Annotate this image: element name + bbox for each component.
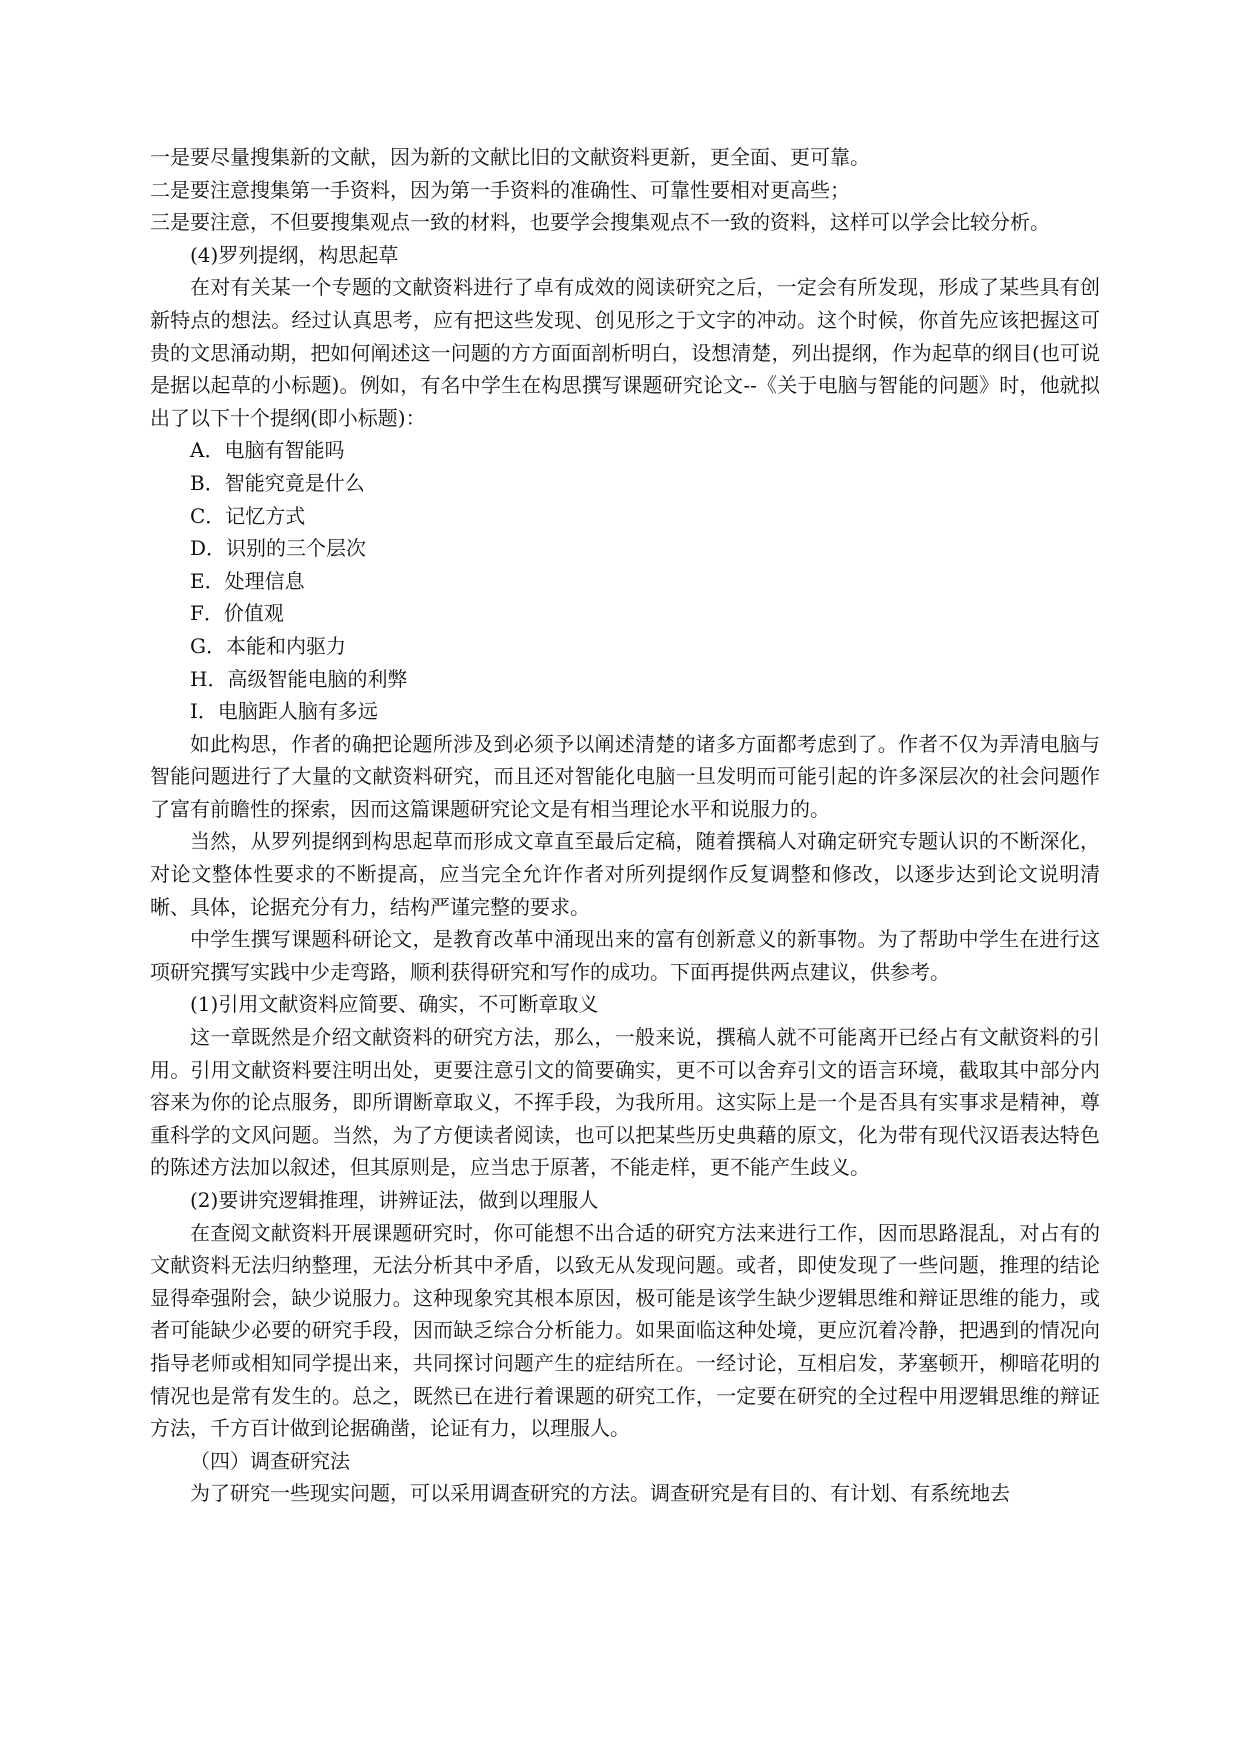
section-heading: (2)要讲究逻辑推理，讲辨证法，做到以理服人: [190, 1188, 599, 1212]
outline-item: G．本能和内驱力: [190, 633, 346, 658]
paragraph: 三是要注意，不但要搜集观点一致的材料，也要学会搜集观点不一致的资料，这样可以学会比较分析。: [150, 210, 1050, 235]
outline-item: C．记忆方式: [190, 503, 306, 528]
outline-item: B．智能究竟是什么: [190, 470, 365, 495]
outline-item: F．价值观: [190, 601, 284, 626]
paragraph: 在对有关某一个专题的文献资料进行了卓有成效的阅读研究之后，一定会有所发现，形成了某些具有创新特点的想法。经过认真思考，应有把这些发现、创见形之于文字的冲动。这个时候，你首先应该把握这可贵的文思涌动期，把如何阐述这一问题的方方面面剖析明白，设想清楚，列出提纲，作为起草的纲目(也可说是据以起草的小标题)。例如，有名中学生在构思撰写课题研究论文--《关于电脑与智能的问题》时，他就拟出了以下十个提纲(即小标题)：: [150, 275, 1100, 430]
section-heading: (4)罗列提纲，构思起草: [190, 242, 399, 267]
outline-item: H．高级智能电脑的利弊: [190, 666, 408, 691]
section-heading: (1)引用文献资料应简要、确实，不可断章取义: [190, 992, 599, 1017]
document-body: [150, 141, 1100, 1510]
paragraph: 在查阅文献资料开展课题研究时，你可能想不出合适的研究方法来进行工作，因而思路混乱，对占有的文献资料无法归纳整理，无法分析其中矛盾，以致无从发现问题。或者，即使发现了一些问题，推理的结论显得牵强附会，缺少说服力。这种现象究其根本原因，极可能是该学生缺少逻辑思维和辩证思维的能力，或者可能缺少必要的研究手段，因而缺乏综合分析能力。如果面临这种处境，更应沉着冷静，把遇到的情况向指导老师或相知同学提出来，共同探讨问题产生的症结所在。一经讨论，互相启发，茅塞顿开，柳暗花明的情况也是常有发生的。总之，既然已在进行着课题的研究工作，一定要在研究的全过程中用逻辑思维的辩证方法，千方百计做到论据确凿，论证有力，以理服人。: [150, 1220, 1100, 1441]
paragraph: 当然，从罗列提纲到构思起草而形成文章直至最后定稿，随着撰稿人对确定研究专题认识的不断深化，对论文整体性要求的不断提高，应当完全允许作者对所列提纲作反复调整和修改，以逐步达到论文说明清晰、具体，论据充分有力，结构严谨完整的要求。: [150, 829, 1100, 919]
outline-item: E．处理信息: [190, 568, 305, 593]
outline-item: A．电脑有智能吗: [190, 438, 345, 463]
paragraph: 为了研究一些现实问题，可以采用调查研究的方法。调查研究是有目的、有计划、有系统地去: [190, 1481, 1010, 1506]
paragraph: 这一章既然是介绍文献资料的研究方法，那么，一般来说，撰稿人就不可能离开已经占有文献资料的引用。引用文献资料要注明出处，更要注意引文的简要确实，更不可以舍弃引文的语言环境，截取其中部分内容来为你的论点服务，即所谓断章取义，不挥手段，为我所用。这实际上是一个是否具有实事求是精神，尊重科学的文风问题。当然，为了方便读者阅读，也可以把某些历史典藉的原文，化为带有现代汉语表达特色的陈述方法加以叙述，但其原则是，应当忠于原著，不能走样，更不能产生歧义。: [150, 1025, 1100, 1180]
paragraph: 中学生撰写课题科研论文，是教育改革中涌现出来的富有创新意义的新事物。为了帮助中学生在进行这项研究撰写实践中少走弯路，顺利获得研究和写作的成功。下面再提供两点建议，供参考。: [150, 927, 1100, 984]
outline-item: I．电脑距人脑有多远: [190, 699, 378, 724]
paragraph: 二是要注意搜集第一手资料，因为第一手资料的准确性、可靠性要相对更高些；: [150, 177, 850, 202]
paragraph: 一是要尽量搜集新的文献，因为新的文献比旧的文献资料更新，更全面、更可靠。: [150, 145, 870, 169]
paragraph: 如此构思，作者的确把论题所涉及到必须予以阐述清楚的诸多方面都考虑到了。作者不仅为弄清电脑与智能问题进行了大量的文献资料研究，而且还对智能化电脑一旦发明而可能引起的许多深层次的社会问题作了富有前瞻性的探索，因而这篇课题研究论文是有相当理论水平和说服力的。: [150, 731, 1100, 821]
section-heading: （四）调查研究法: [190, 1448, 350, 1473]
outline-item: D．识别的三个层次: [190, 536, 367, 561]
